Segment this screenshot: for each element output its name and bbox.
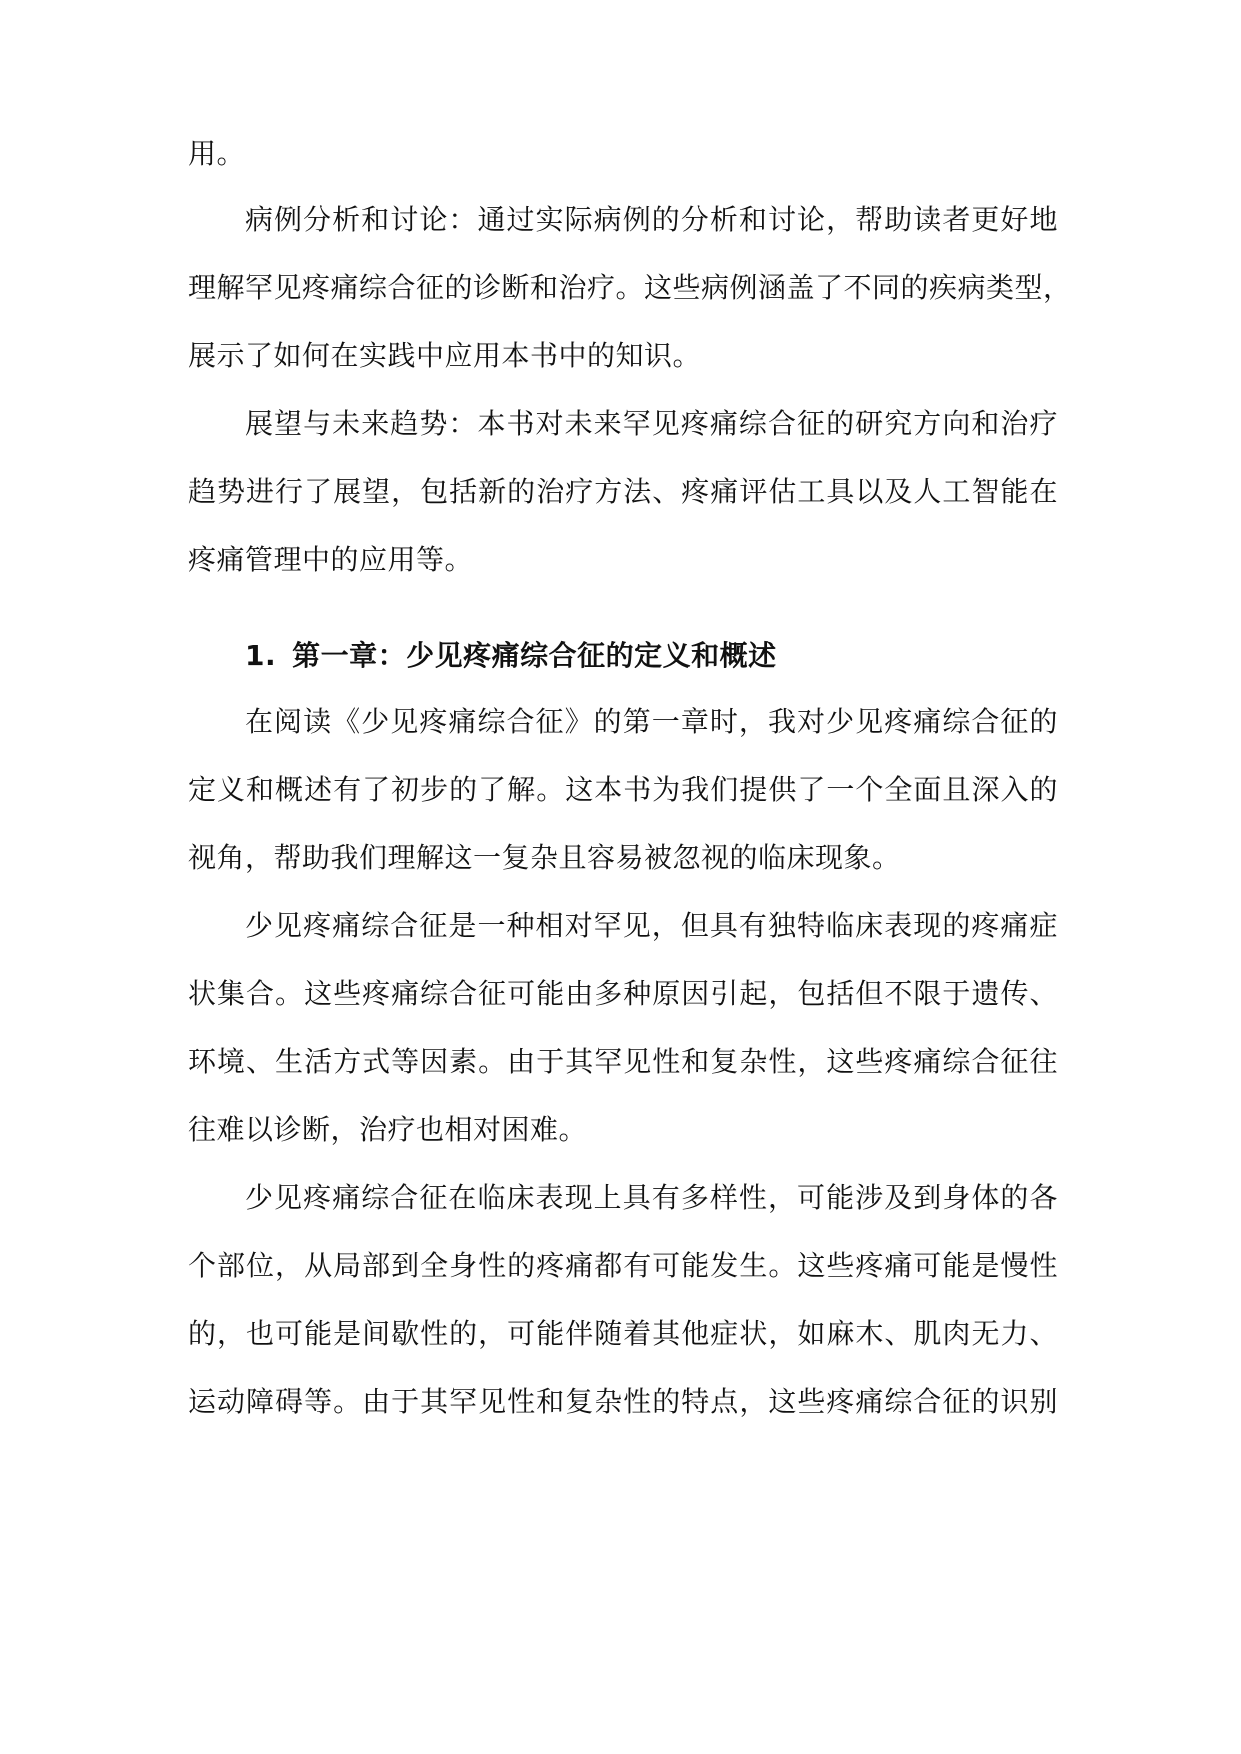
chapter-number: 1. xyxy=(245,639,277,672)
text-line: 运动障碍等。由于其罕见性和复杂性的特点，这些疼痛综合征的识别 xyxy=(188,1385,1058,1418)
chapter-heading xyxy=(245,636,777,676)
text-line: 在阅读《少见疼痛综合征》的第一章时，我对少见疼痛综合征的 xyxy=(245,705,1058,738)
text-line: 病例分析和讨论：通过实际病例的分析和讨论，帮助读者更好地 xyxy=(245,203,1058,236)
text-line: 展示了如何在实践中应用本书中的知识。 xyxy=(188,339,702,372)
text-line: 用。 xyxy=(188,137,246,170)
text-line: 疼痛管理中的应用等。 xyxy=(188,543,474,576)
text-line: 理解罕见疼痛综合征的诊断和治疗。这些病例涵盖了不同的疾病类型， xyxy=(188,271,1072,304)
chapter-title: 第一章：少见疼痛综合征的定义和概述 xyxy=(292,639,777,672)
text-line: 少见疼痛综合征在临床表现上具有多样性，可能涉及到身体的各 xyxy=(245,1181,1058,1214)
text-line: 个部位，从局部到全身性的疼痛都有可能发生。这些疼痛可能是慢性 xyxy=(188,1249,1058,1282)
text-line: 视角，帮助我们理解这一复杂且容易被忽视的临床现象。 xyxy=(188,841,901,874)
text-line: 少见疼痛综合征是一种相对罕见，但具有独特临床表现的疼痛症 xyxy=(245,909,1058,942)
text-line: 定义和概述有了初步的了解。这本书为我们提供了一个全面且深入的 xyxy=(188,773,1058,806)
text-line: 往难以诊断，治疗也相对困难。 xyxy=(188,1113,588,1146)
text-line: 的，也可能是间歇性的，可能伴随着其他症状，如麻木、肌肉无力、 xyxy=(188,1317,1058,1350)
text-line: 环境、生活方式等因素。由于其罕见性和复杂性，这些疼痛综合征往 xyxy=(188,1045,1058,1078)
text-line: 趋势进行了展望，包括新的治疗方法、疼痛评估工具以及人工智能在 xyxy=(188,475,1058,508)
text-line: 展望与未来趋势：本书对未来罕见疼痛综合征的研究方向和治疗 xyxy=(245,407,1058,440)
text-line: 状集合。这些疼痛综合征可能由多种原因引起，包括但不限于遗传、 xyxy=(188,977,1058,1010)
